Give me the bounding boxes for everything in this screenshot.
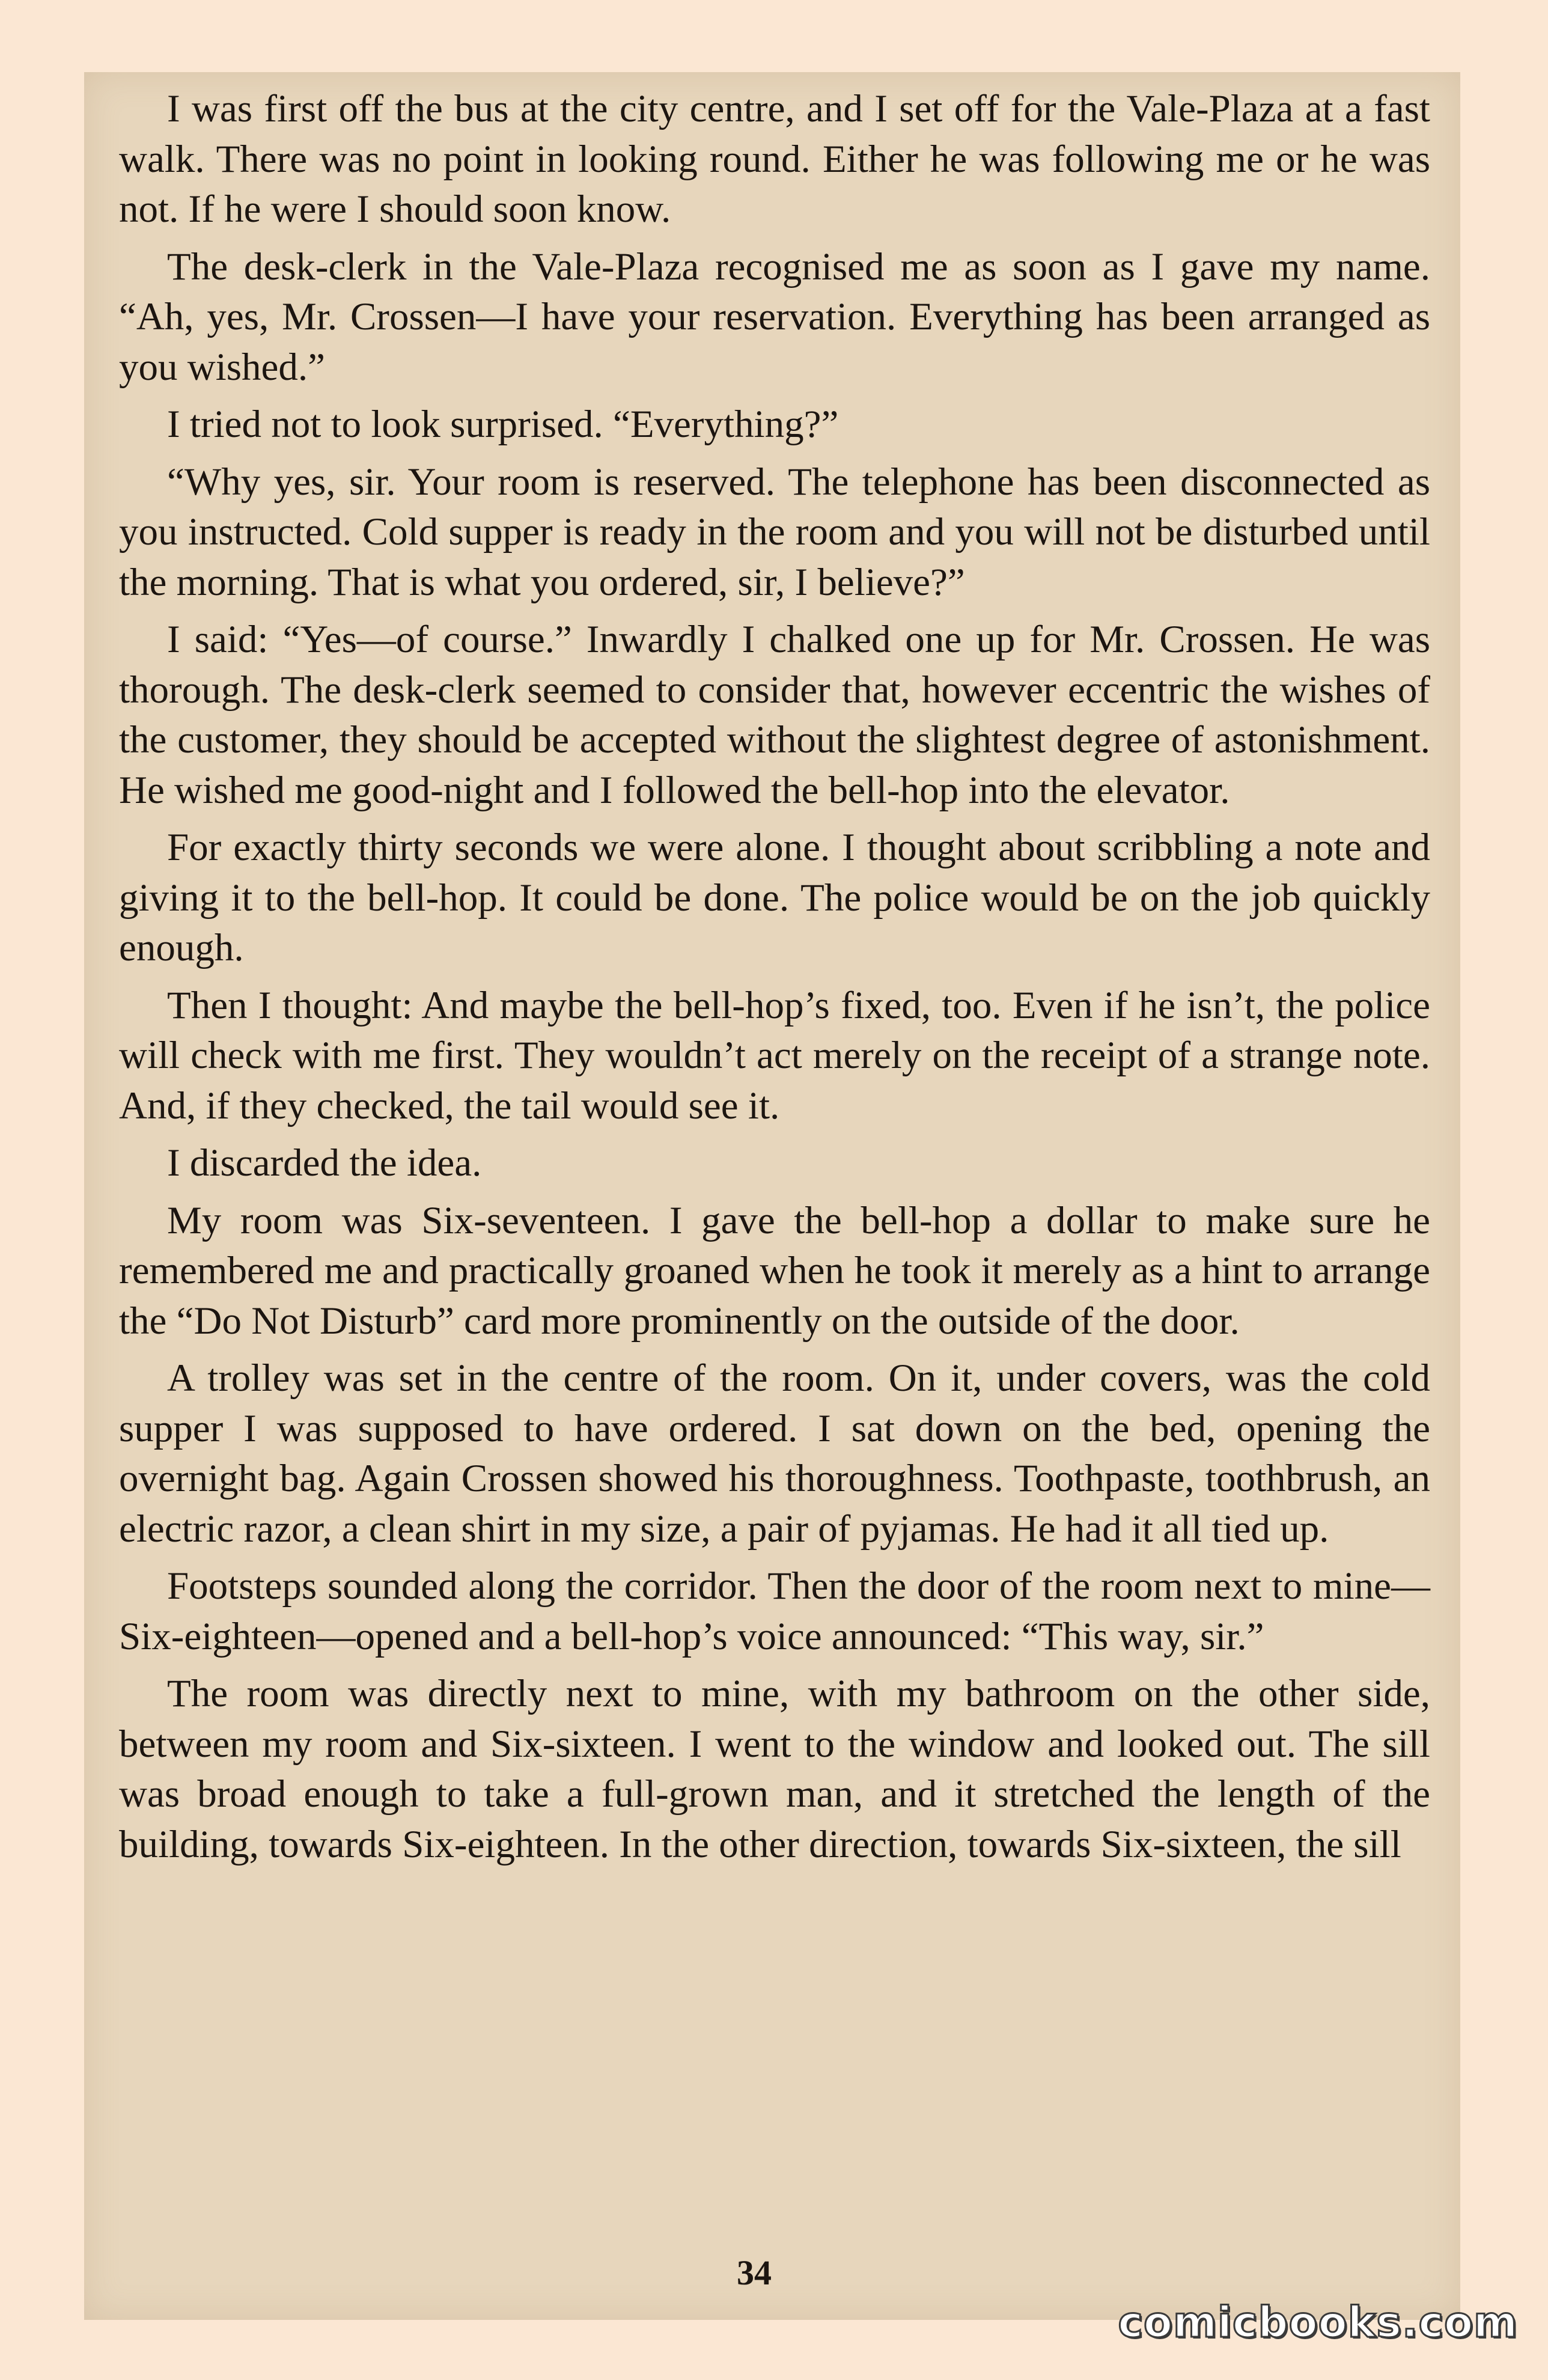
paragraph: The room was directly next to mine, with my bathroom on the other side, between my room and Six-sixteen. I went to the window and looked out. The sill was broad enough to take a full-grown man, and it stretched the length of the building, towards Six-eighteen. In the other direction, towards Six-sixteen, the sill <box>119 1672 1430 1866</box>
paragraph: A trolley was set in the centre of the room. On it, under covers, was the cold supper I was supposed to have ordered. I sat down on the bed, opening the overnight bag. Again Crossen showed his thoroughness. Toothpaste, toothbrush, an electric razor, a clean shirt in my size, a pair of pyjamas. He had it all tied up. <box>119 1356 1430 1551</box>
paragraph: Footsteps sounded along the corridor. Then the door of the room next to mine—Six-eighteen—opened and a bell-hop’s voice announced: “This way, sir.” <box>119 1564 1430 1658</box>
page-number: 34 <box>737 2253 772 2292</box>
paragraph: I tried not to look surprised. “Everything?” <box>167 403 839 446</box>
page-text <box>119 84 1430 1877</box>
book-page <box>84 72 1460 2320</box>
paragraph: Then I thought: And maybe the bell-hop’s fixed, too. Even if he isn’t, the police will check with me first. They wouldn’t act merely on the receipt of a strange note. And, if they checked, the tail would see it. <box>119 983 1430 1127</box>
paragraph: For exactly thirty seconds we were alone. I thought about scribbling a note and giving it to the bell-hop. It could be done. The police would be on the job quickly enough. <box>119 826 1430 969</box>
paragraph: I was first off the bus at the city centre, and I set off for the Vale-Plaza at a fast walk. There was no point in looking round. Either he was following me or he was not. If he were I should soon know. <box>119 87 1430 231</box>
watermark-logo: comicbooks.com <box>1118 2298 1518 2347</box>
paragraph: The desk-clerk in the Vale-Plaza recognised me as soon as I gave my name. “Ah, yes, Mr. Crossen—I have your reservation. Everything has been arranged as you wished.” <box>119 245 1430 389</box>
paragraph: My room was Six-seventeen. I gave the bell-hop a dollar to make sure he remembered me and practically groaned when he took it merely as a hint to arrange the “Do Not Disturb” card more prominently on the outside of the door. <box>119 1198 1430 1343</box>
paragraph: I said: “Yes—of course.” Inwardly I chalked one up for Mr. Crossen. He was thorough. The desk-clerk seemed to consider that, however eccentric the wishes of the customer, they should be accepted without the slightest degree of astonishment. He wished me good-night and I followed the bell-hop into the elevator. <box>119 618 1430 812</box>
paragraph: “Why yes, sir. Your room is reserved. The telephone has been disconnected as you instructed. Cold supper is ready in the room and you will not be disturbed until the morning. That is what you ordered, sir, I believe?” <box>119 460 1430 604</box>
paragraph: I discarded the idea. <box>167 1141 482 1185</box>
